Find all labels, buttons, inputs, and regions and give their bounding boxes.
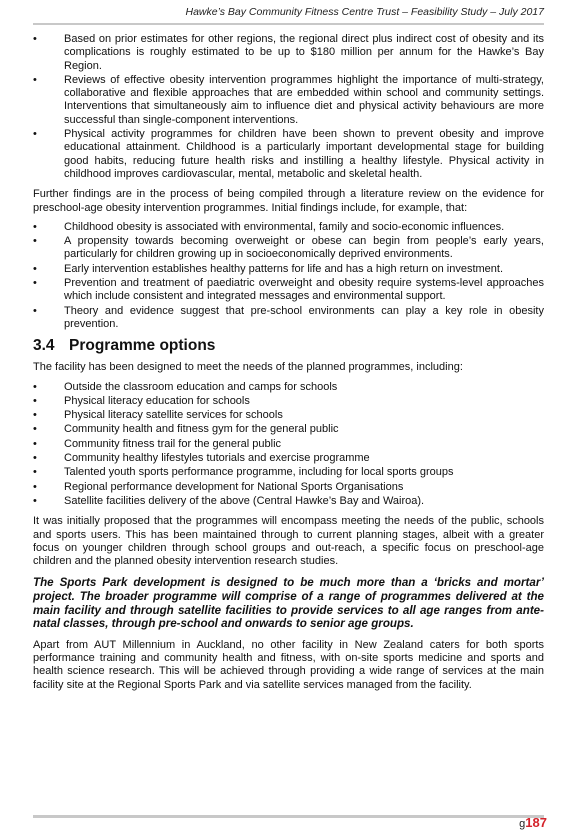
page-number-value: 187 [525, 815, 547, 830]
further-findings-paragraph: Further findings are in the process of being compiled through a literature review on the evidence for preschool-age obesity intervention programmes. Initial findings include, for example, that: [33, 188, 544, 214]
list-item: • Regional performance development for National Sports Organisations [33, 480, 404, 493]
bullet-icon: • [33, 235, 37, 248]
initial-proposal-paragraph: It was initially proposed that the programmes will encompass meeting the needs of the public, schools and sports users. This has been maintained through to current planning stages, albeit with a greater focus on younger children through school groups and out-reach, a specific focus on preschool-age children and the planned obesity intervention research studies. [33, 515, 544, 568]
bullet-icon: • [33, 128, 37, 141]
page-number [519, 814, 547, 832]
list-item: • Community fitness trail for the general public [33, 437, 282, 450]
footer-divider [33, 815, 544, 818]
list-item: • Community health and fitness gym for the general public [33, 423, 339, 436]
list-item: • Childhood obesity is associated with environmental, family and socio-economic influences. [33, 220, 505, 233]
list-item: • Physical literacy satellite services for schools [33, 409, 283, 422]
list-item: • Physical activity programmes for children have been shown to prevent obesity and improve educational attainment. Childhood is a particularly important developmental stage for building good habits, reducing future health risks and instilling a healthy lifestyle. Physical activity in childhood improves cardiovascular, mental, metabolic and skeletal health. [33, 128, 544, 180]
document-body [33, 33, 544, 692]
intro-bullet-list [33, 33, 544, 181]
header-divider [33, 23, 544, 25]
list-item: • Prevention and treatment of paediatric overweight and obesity require systems-level approaches which include consistent and integrated messages and environmental support. [33, 277, 544, 303]
list-item: • Early intervention establishes healthy patterns for life and has a high return on investment. [33, 262, 504, 275]
list-item: • Outside the classroom education and camps for schools [33, 380, 338, 393]
list-item: • Talented youth sports performance programme, including for local sports groups [33, 466, 454, 479]
bullet-icon: • [33, 304, 37, 317]
list-item: • Based on prior estimates for other regions, the regional direct plus indirect cost of obesity and its complications is roughly estimated to be up to $180 million per annum for the Hawke’s Bay Region. [33, 33, 544, 72]
page-number-prefix: g [519, 818, 526, 830]
section-number: 3.4 [33, 337, 55, 355]
bullet-icon: • [33, 277, 37, 290]
emphasis-paragraph: The Sports Park development is designed to be much more than a ‘bricks and mortar’ project. The broader programme will comprise of a range of programmes delivered at the main facility and through satellite facilities to provide services to all age ranges from ante-natal classes, through pre-school and onwards to senior age groups. [33, 576, 544, 631]
bullet-icon: • [33, 73, 37, 86]
bullet-icon: • [33, 423, 37, 436]
header-title: Hawke’s Bay Community Fitness Centre Trust – Feasibility Study – July 2017 [185, 6, 544, 18]
bullet-icon: • [33, 33, 37, 45]
bullet-icon: • [33, 466, 37, 479]
programmes-intro-paragraph: The facility has been designed to meet the needs of the planned programmes, including: [33, 361, 463, 374]
bullet-icon: • [33, 480, 37, 493]
bullet-icon: • [33, 494, 37, 507]
bullet-icon: • [33, 437, 37, 450]
bullet-icon: • [33, 409, 37, 422]
list-item: • Physical literacy education for schools [33, 394, 250, 407]
bullet-icon: • [33, 380, 37, 393]
bullet-icon: • [33, 262, 37, 275]
aut-paragraph: Apart from AUT Millennium in Auckland, no other facility in New Zealand caters for both sports performance training and community health and fitness, with on-site sports medicine and sports and health science research. This will be achieved through providing a wide range of services at the main facility site at the Regional Sports Park and via satellite services managed from the facility. [33, 638, 544, 691]
list-item: • Satellite facilities delivery of the above (Central Hawke’s Bay and Wairoa). [33, 494, 425, 507]
bullet-icon: • [33, 394, 37, 407]
section-heading [33, 337, 544, 355]
section-title: Programme options [69, 337, 216, 355]
list-item: • Theory and evidence suggest that pre-school environments can play a key role in obesity prevention. [33, 304, 544, 330]
bullet-icon: • [33, 452, 37, 465]
list-item: • Reviews of effective obesity intervention programmes highlight the importance of multi-strategy, collaborative and flexible approaches that are embedded within school and community settings. Interventions that simultaneously aim to influence diet and physical activity behaviours are more successful than single-component interventions. [33, 73, 544, 126]
findings-bullet-list [33, 221, 544, 331]
list-item: • Community healthy lifestyles tutorials and exercise programme [33, 452, 370, 465]
bullet-icon: • [33, 220, 37, 233]
programme-bullet-list [33, 381, 544, 509]
list-item: • A propensity towards becoming overweight or obese can begin from people’s early years, particularly for children growing up in socioeconomically deprived environments. [33, 235, 544, 261]
